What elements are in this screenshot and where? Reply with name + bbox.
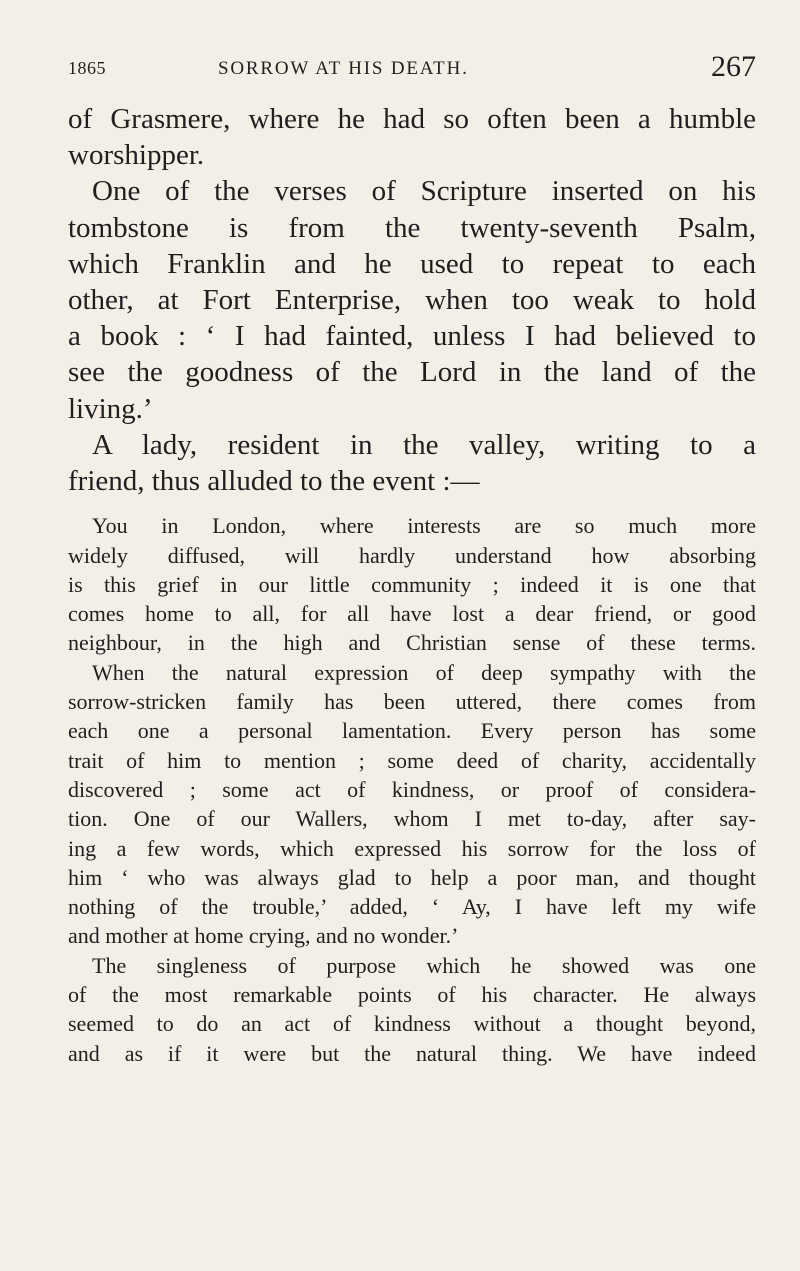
text-line: other, at Fort Enterprise, when too weak to hold: [68, 284, 756, 317]
main-paragraphs: [68, 101, 756, 499]
text-line: see the goodness of the Lord in the land of the: [68, 356, 756, 389]
text-line: which Franklin and he used to repeat to each: [68, 247, 756, 280]
text-line: neighbour, in the high and Christian sense of these terms.: [68, 630, 756, 656]
text-line: of Grasmere, where he had so often been a humble: [68, 103, 756, 135]
text-line: One of the verses of Scripture inserted on his: [92, 175, 756, 208]
text-line: comes home to all, for all have lost a dear friend, or good: [68, 601, 756, 627]
year: 1865: [68, 58, 106, 78]
text-line: worshipper.: [68, 139, 205, 172]
text-line: ing a few words, which expressed his sorrow for the loss of: [68, 835, 756, 861]
text-line: and as if it were but the natural thing. We have indeed: [68, 1040, 756, 1066]
text-line: seemed to do an act of kindness without a thought beyond,: [68, 1011, 756, 1037]
text-line: living.’: [68, 392, 153, 425]
paragraph-gap: [68, 499, 756, 511]
text-line: When the natural expression of deep sympathy with the: [92, 659, 756, 685]
text-line: each one a personal lamentation. Every person has some: [68, 718, 756, 744]
text-line: friend, thus alluded to the event :—: [68, 465, 480, 498]
running-head: [68, 50, 756, 90]
text-line: nothing of the trouble,’ added, ‘ Ay, I have left my wife: [68, 894, 756, 920]
body-text: [68, 101, 756, 1068]
text-line: tion. One of our Wallers, whom I met to-day, after say-: [68, 806, 756, 832]
text-line: is this grief in our little community ; indeed it is one that: [68, 571, 756, 597]
text-line: sorrow-stricken family has been uttered, there comes from: [68, 689, 756, 715]
text-line: tombstone is from the twenty-seventh Psalm,: [68, 211, 756, 244]
text-line: a book : ‘ I had fainted, unless I had believed to: [68, 320, 756, 353]
text-line: and mother at home crying, and no wonder.’: [68, 923, 459, 949]
running-title: SORROW AT HIS DEATH.: [218, 58, 469, 79]
text-line: The singleness of purpose which he showed was one: [92, 952, 756, 978]
text-line: trait of him to mention ; some deed of charity, accidentally: [68, 747, 756, 773]
text-line: of the most remarkable points of his character. He always: [68, 981, 756, 1007]
text-line: A lady, resident in the valley, writing to a: [92, 428, 756, 461]
text-line: discovered ; some act of kindness, or proof of considera-: [68, 776, 756, 802]
page-number: 267: [711, 50, 756, 83]
text-line: him ‘ who was always glad to help a poor man, and thought: [68, 864, 756, 890]
quoted-letter: [68, 511, 756, 1068]
text-line: You in London, where interests are so much more: [92, 513, 756, 539]
text-line: widely diffused, will hardly understand how absorbing: [68, 542, 756, 568]
